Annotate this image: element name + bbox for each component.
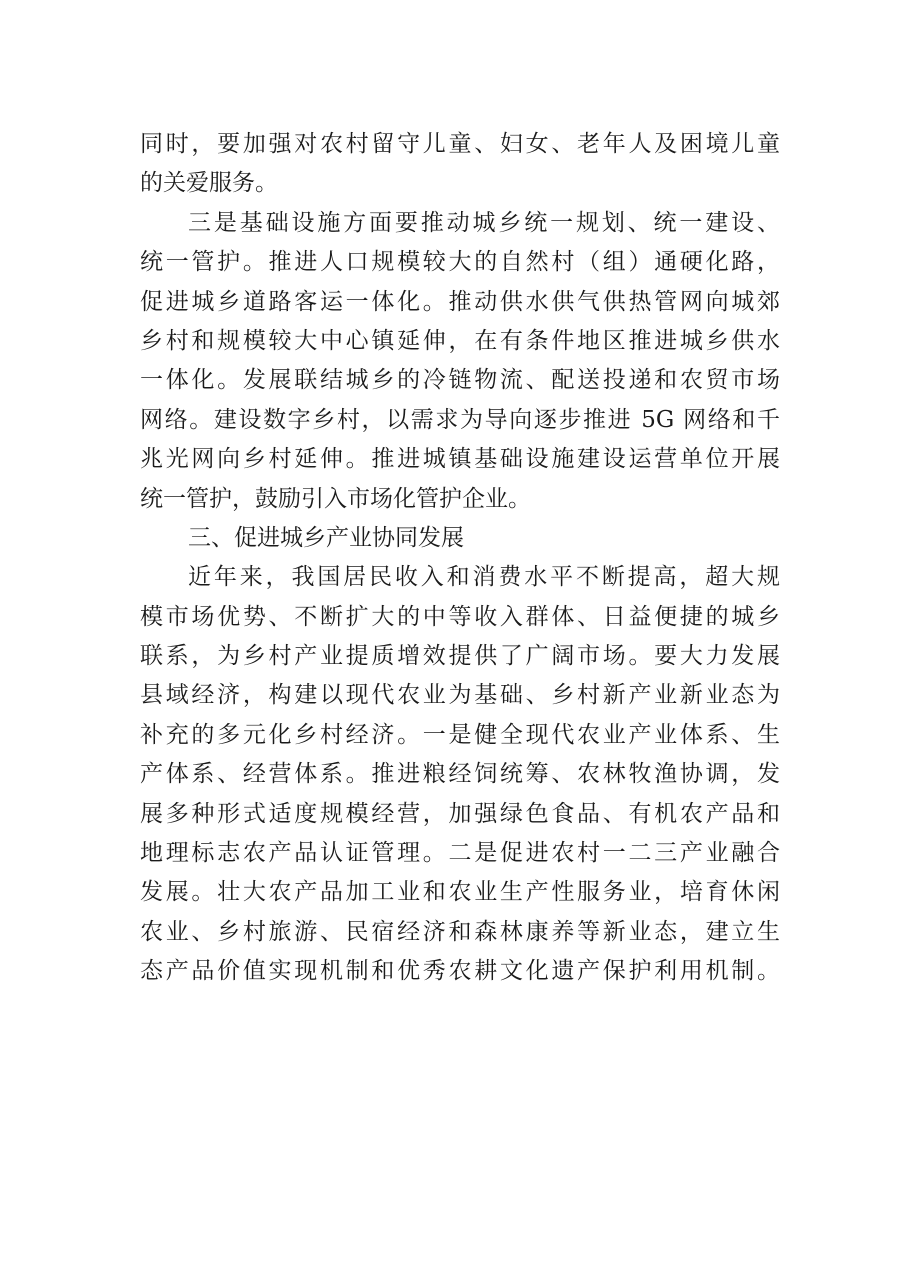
document-body [140, 125, 780, 992]
text-line: 农业、乡村旅游、民宿经济和森林康养等新业态，建立生 [140, 918, 780, 945]
text-line: 态产品价值实现机制和优秀农耕文化遗产保护利用机制。 [140, 958, 780, 985]
text-line: 网络。建设数字乡村，以需求为导向逐步推进 5G 网络和千 [140, 406, 780, 433]
text-line: 统一管护，鼓励引入市场化管护企业。 [140, 485, 531, 512]
text-line: 地理标志农产品认证管理。二是促进农村一二三产业融合 [140, 840, 780, 867]
text-line: 兆光网向乡村延伸。推进城镇基础设施建设运营单位开展 [140, 446, 780, 473]
text-line: 展多种形式适度规模经营，加强绿色食品、有机农产品和 [140, 800, 780, 827]
text-line: 乡村和规模较大中心镇延伸，在有条件地区推进城乡供水 [140, 327, 780, 354]
text-line: 促进城乡道路客运一体化。推动供水供气供热管网向城郊 [140, 288, 780, 315]
text-line: 统一管护。推进人口规模较大的自然村（组）通硬化路， [140, 249, 780, 276]
text-line: 联系，为乡村产业提质增效提供了广阔市场。要大力发展 [140, 643, 780, 670]
text-line: 产体系、经营体系。推进粮经饲统筹、农林牧渔协调，发 [140, 761, 780, 788]
text-line: 一体化。发展联结城乡的冷链物流、配送投递和农贸市场 [140, 367, 780, 394]
text-line: 的关爱服务。 [140, 170, 278, 197]
text-line: 同时，要加强对农村留守儿童、妇女、老年人及困境儿童 [140, 131, 780, 157]
text-line: 补充的多元化乡村经济。一是健全现代农业产业体系、生 [140, 721, 780, 748]
text-line: 发展。壮大农产品加工业和农业生产性服务业，培育休闲 [140, 879, 780, 906]
text-line: 三、促进城乡产业协同发展 [188, 524, 464, 551]
text-line: 近年来，我国居民收入和消费水平不断提高，超大规 [188, 564, 780, 591]
text-line: 三是基础设施方面要推动城乡统一规划、统一建设、 [188, 209, 780, 236]
text-line: 模市场优势、不断扩大的中等收入群体、日益便捷的城乡 [140, 603, 780, 630]
text-line: 县域经济，构建以现代农业为基础、乡村新产业新业态为 [140, 682, 780, 709]
